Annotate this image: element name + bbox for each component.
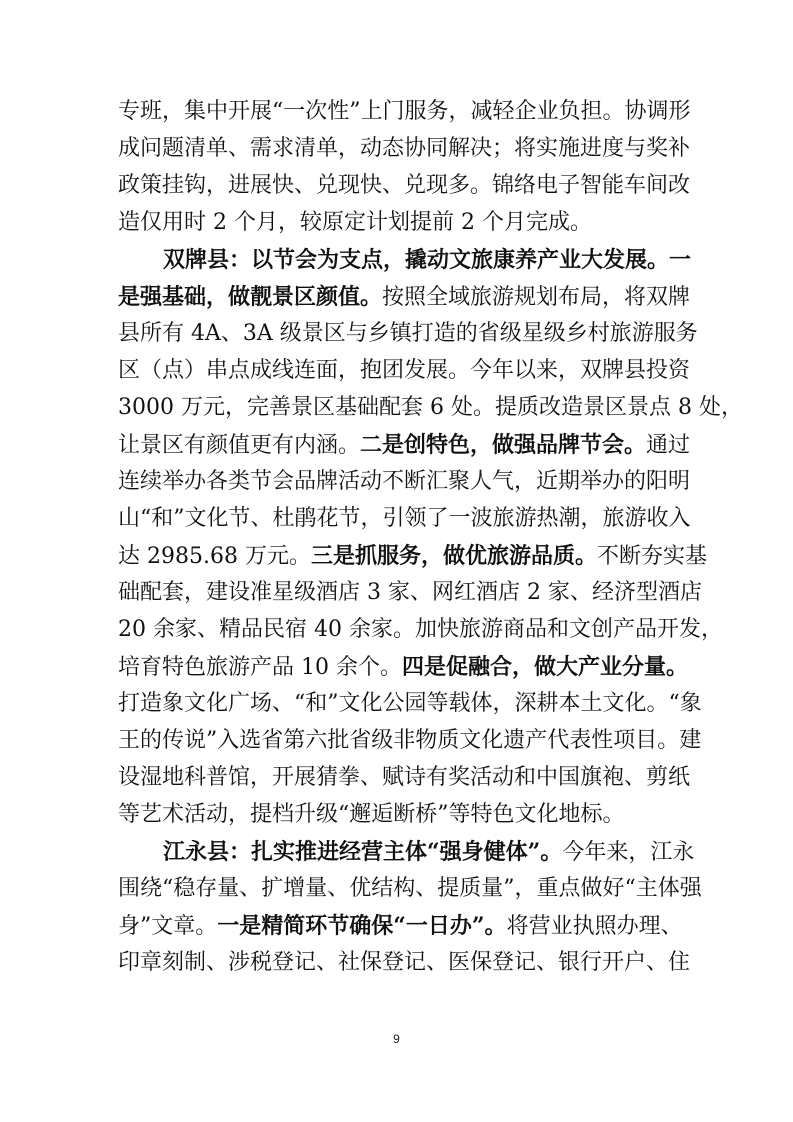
text-run: 连续举办各类节会品牌活动不断汇聚人气，近期举办的阳明 <box>118 469 691 494</box>
text-run: 今年来，江永 <box>562 840 695 865</box>
text-run: 20 余家、精品民宿 40 余家。加快旅游商品和文创产品开发， <box>118 617 723 642</box>
bold-run: 是强基础，做靓景区颜值。 <box>118 284 383 310</box>
text-run: 山“和”文化节、杜鹃花节，引领了一波旅游热潮，旅游收入 <box>118 506 691 531</box>
paragraph-heading-shuangpai <box>163 240 692 280</box>
text-line <box>118 166 691 206</box>
bold-run: 二是创特色，做强品牌节会。 <box>360 432 647 458</box>
text-line <box>118 610 723 650</box>
text-run: 专班，集中开展“一次性”上门服务，减轻企业负担。协调形 <box>118 99 691 124</box>
text-run: 将营业执照办理、 <box>506 914 683 939</box>
text-line <box>118 129 691 169</box>
text-run: 王的传说”入选省第六批省级非物质文化遗产代表性项目。建 <box>118 728 702 753</box>
text-run: 让景区有颜值更有内涵。 <box>118 433 361 458</box>
text-run: 区（点）串点成线连面，抱团发展。今年以来，双牌县投资 <box>118 358 691 383</box>
text-run: 印章刻制、涉税登记、社保登记、医保登记、银行开户、住 <box>118 950 691 975</box>
text-line <box>118 203 678 243</box>
text-run: 通过 <box>646 433 691 458</box>
text-line <box>118 536 707 576</box>
text-run: 3000 万元，完善景区基础配套 6 处。提质改造景区景点 8 处， <box>118 395 743 420</box>
text-line <box>118 499 691 539</box>
text-line <box>118 425 691 465</box>
text-line <box>118 795 678 835</box>
text-line <box>118 943 691 983</box>
text-run: 设湿地科普馆，开展猜拳、赋诗有奖活动和中国旗袍、剪纸 <box>118 765 691 790</box>
text-run: 身”文章。 <box>118 914 218 939</box>
text-line <box>118 277 691 317</box>
text-run: 成问题清单、需求清单，动态协同解决；将实施进度与奖补 <box>118 136 691 161</box>
text-line <box>118 462 691 502</box>
text-line <box>118 388 743 428</box>
text-run: 打造象文化广场、“和”文化公园等载体，深耕本土文化。“象 <box>118 691 702 716</box>
text-run: 按照全域旅游规划布局，将双牌 <box>382 285 691 310</box>
text-line <box>118 721 702 761</box>
text-run: 政策挂钩，进展快、兑现快、兑现多。锦络电子智能车间改 <box>118 173 691 198</box>
text-run: 础配套，建设准星级酒店 3 家、网红酒店 2 家、经济型酒店 <box>118 580 702 605</box>
text-run: 县所有 4A、3A 级景区与乡镇打造的省级星级乡村旅游服务 <box>118 321 698 346</box>
text-run: 等艺术活动，提档升级“邂逅断桥”等特色文化地标。 <box>118 802 625 827</box>
text-line <box>118 906 683 946</box>
text-line <box>118 314 698 354</box>
bold-run: 江永县：扎实推进经营主体“强身健体”。 <box>163 839 563 865</box>
page-number: 9 <box>393 1032 400 1046</box>
text-run: 达 2985.68 万元。 <box>118 544 311 569</box>
text-run: 培育特色旅游产品 10 余个。 <box>118 655 402 680</box>
bold-run: 双牌县：以节会为支点，撬动文旅康养产业大发展。一 <box>163 247 692 273</box>
text-line <box>118 351 691 391</box>
text-line <box>118 92 691 132</box>
text-line <box>118 684 702 724</box>
bold-run: 四是促融合，做大产业分量。 <box>401 654 688 680</box>
text-run: 围绕“稳存量、扩增量、优结构、提质量”，重点做好“主体强 <box>118 876 702 901</box>
text-run: 不断夯实基 <box>596 544 707 569</box>
text-run: 造仅用时 2 个月，较原定计划提前 2 个月完成。 <box>118 210 592 235</box>
text-line <box>118 869 702 909</box>
paragraph-heading-jiangyong <box>163 832 695 872</box>
bold-run: 一是精简环节确保“一日办”。 <box>217 913 507 939</box>
text-line <box>118 573 702 613</box>
text-line <box>118 758 691 798</box>
text-line <box>118 647 688 687</box>
bold-run: 三是抓服务，做优旅游品质。 <box>310 543 597 569</box>
